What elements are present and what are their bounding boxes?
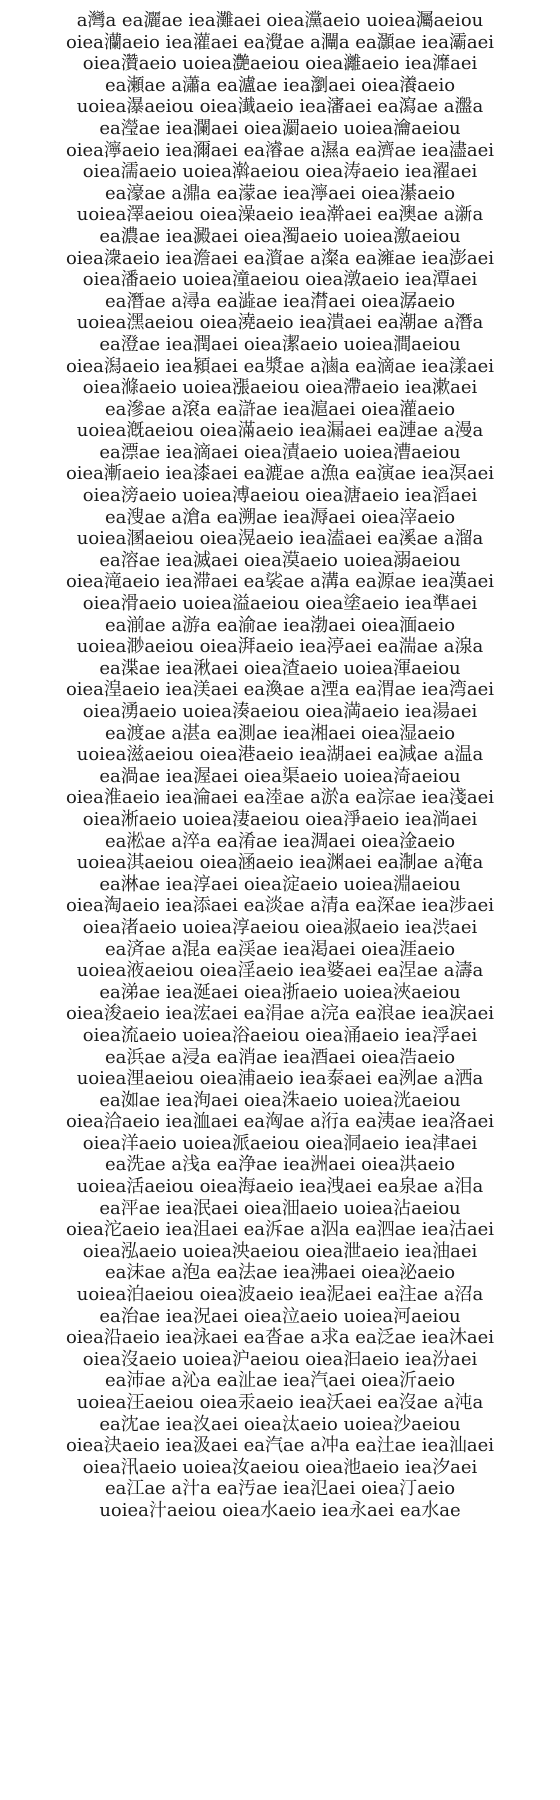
text-line-56: ea泙ae iea泯aei oiea沺aeio uoiea沾aeiou bbox=[99, 1197, 461, 1219]
text-line-13: oiea潘aeio uoiea潼aeiou oiea潡aeio iea潭aei bbox=[82, 269, 478, 291]
text-line-54: ea洗ae a浅a ea浄ae iea洲aei oiea洪aeio bbox=[104, 1154, 456, 1176]
text-line-40: uoiea淇aeiou oiea涵aeio iea渊aei ea淛ae a淹a bbox=[76, 852, 484, 874]
text-line-10: uoiea澤aeiou oiea澡aeio iea澣aei ea澳ae a澵a bbox=[76, 204, 484, 226]
text-line-12: oiea潨aeio iea澹aei ea澬ae a澯a ea澭ae iea澎aei bbox=[65, 247, 495, 269]
text-line-57: oiea沱aeio iea沮aei ea泝ae a泅a ea泗ae iea沽aei bbox=[65, 1219, 495, 1241]
text-line-31: ea渫ae iea湫aei oiea渣aeio uoiea渾aeiou bbox=[99, 657, 461, 679]
text-line-43: oiea渚aeio uoiea淳aeiou oiea淑aeio iea渋aei bbox=[82, 916, 478, 938]
text-line-44: ea済ae a混a ea渓ae iea渇aei oiea涯aeio bbox=[104, 938, 456, 960]
text-line-55: uoiea活aeiou oiea海aeio iea洩aei ea泉ae a泪a bbox=[76, 1176, 484, 1198]
text-line-32: oiea湟aeio iea渼aei ea渙ae a湮a ea渭ae iea湾aei bbox=[65, 679, 495, 701]
text-line-38: oiea淅aeio uoiea淒aeiou oiea淨aeio iea淌aei bbox=[82, 808, 478, 830]
text-line-58: oiea泓aeio uoiea泱aeiou oiea泄aeio iea油aei bbox=[82, 1240, 478, 1262]
text-line-35: uoiea滋aeiou oiea港aeio iea湖aei ea減ae a温a bbox=[76, 744, 484, 766]
text-line-15: uoiea潶aeiou oiea澆aeio iea潰aei ea潮ae a潛a bbox=[76, 312, 484, 334]
text-line-61: ea治ae iea況aei oiea泣aeio uoiea河aeiou bbox=[99, 1305, 461, 1327]
text-line-46: ea涕ae iea涎aei oiea浙aeio uoiea浹aeiou bbox=[99, 981, 461, 1003]
text-line-65: uoiea汪aeiou oiea汞aeio iea沃aei ea沒ae a沌a bbox=[76, 1392, 484, 1413]
text-line-67: oiea決aeio iea汲aei ea汽ae a冲a ea汢ae iea汕aei bbox=[65, 1435, 495, 1457]
text-line-24: ea溲ae a滄a ea溯ae iea溽aei oiea滓aeio bbox=[104, 506, 456, 528]
text-line-69: ea江ae a汁a ea汚ae iea氾aei oiea汀aeio bbox=[104, 1478, 456, 1500]
text-line-11: ea濃ae iea澱aei oiea濁aeio uoiea激aeiou bbox=[99, 225, 461, 247]
text-line-9: ea濠ae a濎a ea濛ae iea濘aei oiea濝aeio bbox=[104, 182, 456, 204]
text-line-3: oiea灒aeio uoiea灔aeiou oiea灕aeio iea灖aei bbox=[82, 53, 478, 75]
text-line-19: ea滲ae a滾a ea滸ae iea滬aei oiea灌aeio bbox=[104, 398, 456, 420]
text-line-50: uoiea浬aeiou oiea浦aeio iea泰aei ea洌ae a洒a bbox=[76, 1068, 484, 1090]
text-line-39: ea淞ae a淬a ea淆ae iea淍aei oiea淦aeio bbox=[104, 830, 456, 852]
text-line-60: uoiea泊aeiou oiea波aeio iea泥aei ea注ae a沼a bbox=[76, 1284, 484, 1306]
text-line-59: ea沫ae a泡a ea法ae iea沸aei oiea泌aeio bbox=[104, 1262, 456, 1284]
text-line-18: oiea滌aeio uoiea漲aeiou oiea滯aeio iea漱aei bbox=[82, 377, 478, 399]
text-line-47: oiea浚aeio iea浤aei ea涓ae a浣a ea浪ae iea涙aei bbox=[65, 1003, 495, 1025]
text-line-45: uoiea液aeiou oiea淫aeio iea婆aei ea涅ae a濤a bbox=[76, 960, 484, 982]
text-line-33: oiea湧aeio uoiea湊aeiou oiea満aeio iea湯aei bbox=[82, 701, 478, 722]
text-line-2: oiea灡aeio iea灌aei ea灚ae a灛a ea灝ae iea灞aei bbox=[65, 31, 495, 53]
text-line-6: ea瀅ae iea瀾aei oiea瀱aeio uoiea瀹aeiou bbox=[99, 117, 461, 139]
text-line-68: oiea汛aeio uoiea汝aeiou oiea池aeio iea汐aei bbox=[82, 1456, 478, 1478]
text-line-8: oiea濡aeio uoiea濣aeiou oiea涛aeio iea濯aei bbox=[82, 161, 478, 183]
text-line-27: oiea滝aeio iea滞aei ea裟ae a溝a ea源ae iea漢aei bbox=[65, 571, 495, 593]
text-line-17: oiea潟aeio iea潁aei ea漿ae a滷a ea滴ae iea漾aei bbox=[65, 355, 495, 377]
text-line-48: oiea流aeio uoiea浴aeiou oiea涌aeio iea浮aei bbox=[82, 1024, 478, 1046]
text-line-22: oiea漸aeio iea漆aei ea漉ae a漁a ea演ae iea溟aei bbox=[65, 463, 495, 485]
text-line-42: oiea淘aeio iea添aei ea淡ae a清a ea深ae iea涉aei bbox=[65, 895, 495, 917]
text-line-51: ea洳ae iea洵aei oiea洙aeio uoiea洸aeiou bbox=[99, 1089, 461, 1111]
text-line-62: oiea沿aeio iea泳aei ea沓ae a求a ea泛ae iea沐aei bbox=[65, 1327, 495, 1349]
text-line-52: oiea洽aeio iea洫aei ea洶ae a洐a ea洟ae iea洛aei bbox=[65, 1111, 495, 1133]
text-line-64: ea沛ae a沁a ea沚ae iea汽aei oiea沂aeio bbox=[104, 1370, 456, 1392]
text-line-14: ea潛ae a潯a ea澁ae iea潸aei oiea潺aeio bbox=[104, 290, 456, 312]
text-line-21: ea漂ae iea滴aei oiea漬aeio uoiea漕aeiou bbox=[99, 441, 461, 463]
text-line-5: uoiea瀑aeiou oiea瀐aeio iea瀋aei ea瀉ae a瀊a bbox=[76, 96, 484, 118]
text-line-41: ea淋ae iea淳aei oiea淀aeio uoiea淵aeiou bbox=[99, 873, 461, 895]
text-line-1: a灣a ea灑ae iea灘aei oiea灙aeio uoiea灟aeiou bbox=[76, 10, 484, 31]
text-line-4: ea瀬ae a瀟a ea瀘ae iea瀏aei oiea瀁aeio bbox=[104, 74, 456, 96]
text-line-49: ea浜ae a浸a ea消ae iea酒aei oiea浩aeio bbox=[104, 1046, 456, 1068]
text-line-53: oiea洋aeio uoiea派aeiou oiea洞aeio iea津aei bbox=[82, 1132, 478, 1154]
text-line-37: oiea淮aeio iea淪aei ea淕ae a淤a ea淙ae iea淺aei bbox=[65, 787, 495, 809]
text-line-16: ea澄ae iea潤aei oiea潔aeio uoiea澗aeiou bbox=[99, 333, 461, 355]
text-line-70: uoiea汁aeiou oiea水aeio iea永aei ea水ae bbox=[99, 1499, 461, 1521]
text-line-34: ea渡ae a湛a ea測ae iea湘aei oiea湿aeio bbox=[104, 722, 456, 744]
text-line-29: ea湔ae a游a ea渝ae iea渤aei oiea湎aeio bbox=[104, 614, 456, 636]
text-line-26: ea溶ae iea滅aei oiea漠aeio uoiea溺aeiou bbox=[99, 549, 461, 571]
text-line-66: ea沈ae iea汷aei oiea汰aeio uoiea沙aeiou bbox=[99, 1413, 461, 1435]
text-line-63: oiea沒aeio uoiea沪aeiou oiea汩aeio iea汾aei bbox=[82, 1348, 478, 1370]
text-line-28: oiea滑aeio uoiea溢aeiou oiea塗aeio iea準aei bbox=[82, 593, 478, 615]
text-line-36: ea渦ae iea渥aei oiea渠aeio uoiea渏aeiou bbox=[99, 765, 461, 787]
text-line-30: uoiea渺aeiou oiea湃aeio iea渟aei ea湍ae a湶a bbox=[76, 636, 484, 658]
text-line-25: uoiea溷aeiou oiea滉aeio iea溘aei ea溪ae a溜a bbox=[76, 528, 484, 550]
text-line-23: oiea滂aeio uoiea溥aeiou oiea溏aeio iea滔aei bbox=[82, 485, 478, 507]
text-line-20: uoiea漑aeiou oiea滿aeio iea漏aei ea漣ae a漫a bbox=[76, 420, 484, 442]
text-line-7: oiea濘aeio iea濔aei ea濬ae a濕a ea濟ae iea濜aei bbox=[65, 139, 495, 161]
